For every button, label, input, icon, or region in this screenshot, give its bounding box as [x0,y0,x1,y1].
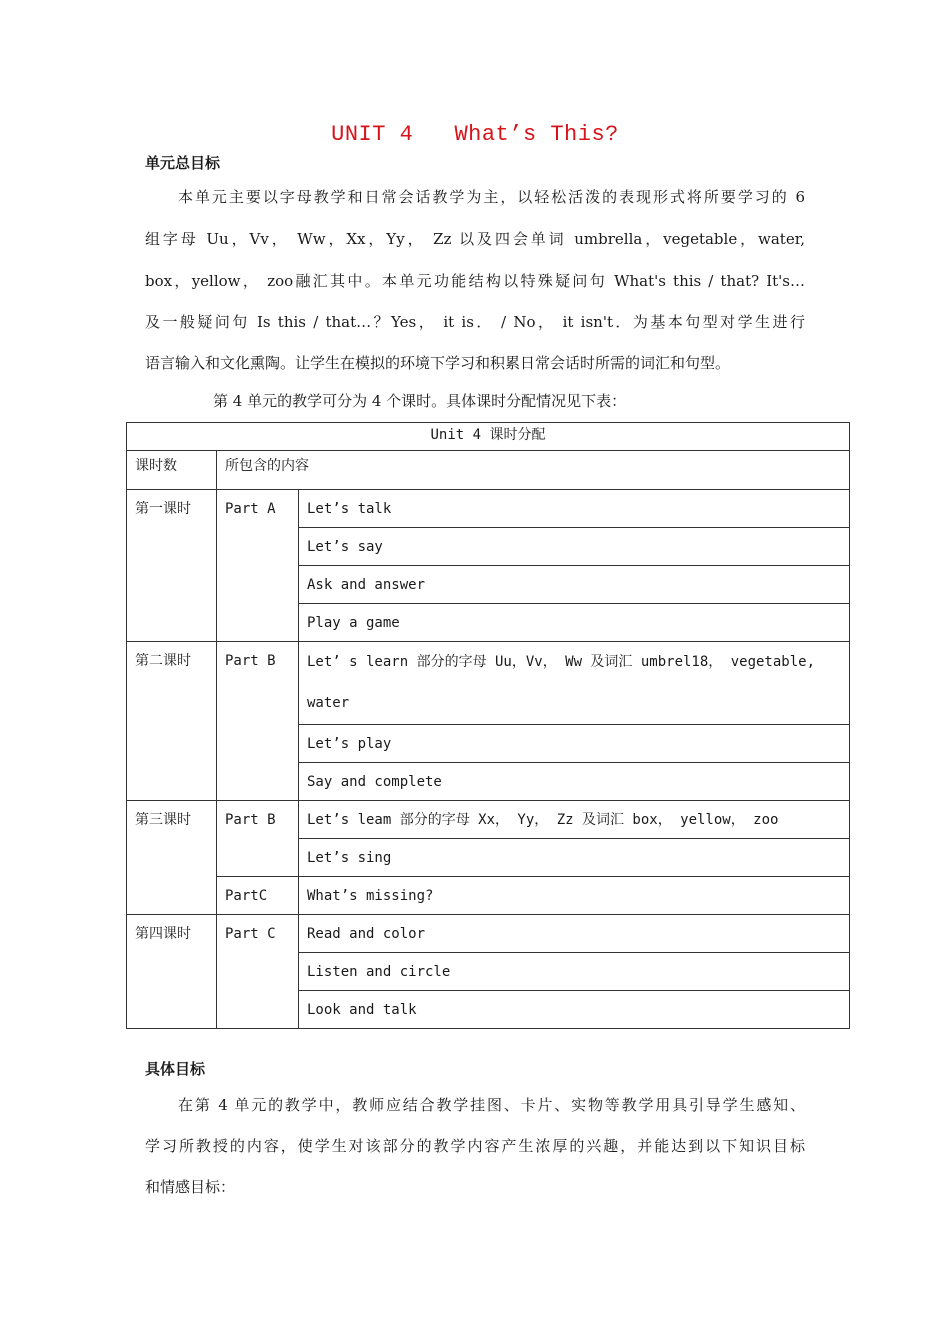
activity-item: What’s missing? [299,877,850,915]
activity-item: Look and talk [299,991,850,1029]
activity-item: Ask and answer [299,566,850,604]
part-label: PartC [217,877,299,915]
section-heading-unit-goals: 单元总目标 [145,154,221,172]
lesson-allocation-table [126,422,850,1029]
activity-item: Say and complete [299,763,850,801]
activity-item: Play a game [299,604,850,642]
activity-item: Let’ s learn 部分的字母 Uu，Vv， Ww 及词汇 umbrel18， vegetable, water [299,642,850,725]
paragraph-line: box，yellow， zoo融汇其中。本单元功能结构以特殊疑问句 What's this / that? It's… [145,272,805,290]
lesson-name: 第一课时 [127,490,217,642]
paragraph-line: 语言输入和文化熏陶。让学生在模拟的环境下学习和积累日常会话时所需的词汇和句型。 [145,354,731,372]
activity-item: Read and color [299,915,850,953]
lesson-name: 第三课时 [127,801,217,915]
part-label: Part B [217,801,299,877]
paragraph-line: 第 4 单元的教学可分为 4 个课时。具体课时分配情况见下表： [213,392,627,410]
table-header-lesson: 课时数 [127,451,217,490]
activity-item: Let’s say [299,528,850,566]
activity-item: Let’s play [299,725,850,763]
part-label: Part C [217,915,299,1029]
section-heading-specific-goals: 具体目标 [145,1060,206,1078]
activity-item: Let’s leam 部分的字母 Xx， Yy， Zz 及词汇 box， yellow， zoo [299,801,850,839]
table-caption: Unit 4 课时分配 [127,423,850,451]
activity-item: Let’s talk [299,490,850,528]
page-title: UNIT 4 What’s This? [331,122,619,147]
paragraph-line: 学习所教授的内容，使学生对该部分的教学内容产生浓厚的兴趣，并能达到以下知识目标 [145,1137,805,1155]
lesson-name: 第四课时 [127,915,217,1029]
paragraph-line: 本单元主要以字母教学和日常会话教学为主，以轻松活泼的表现形式将所要学习的 6 [178,188,805,206]
paragraph-line: 及一般疑问句 Is this / that…？Yes， it is． / No， it isn't．为基本句型对学生进行 [145,313,805,331]
paragraph-line: 组字母 Uu，Vv， Ww，Xx，Yy， Zz 以及四会单词 umbrella，vegetable，water, [145,230,805,248]
activity-item: Let’s sing [299,839,850,877]
paragraph-line: 在第 4 单元的教学中，教师应结合教学挂图、卡片、实物等教学用具引导学生感知、 [178,1096,805,1114]
table-header-content: 所包含的内容 [217,451,850,490]
lesson-name: 第二课时 [127,642,217,801]
paragraph-line: 和情感目标： [145,1178,236,1196]
part-label: Part A [217,490,299,642]
activity-item: Listen and circle [299,953,850,991]
part-label: Part B [217,642,299,801]
